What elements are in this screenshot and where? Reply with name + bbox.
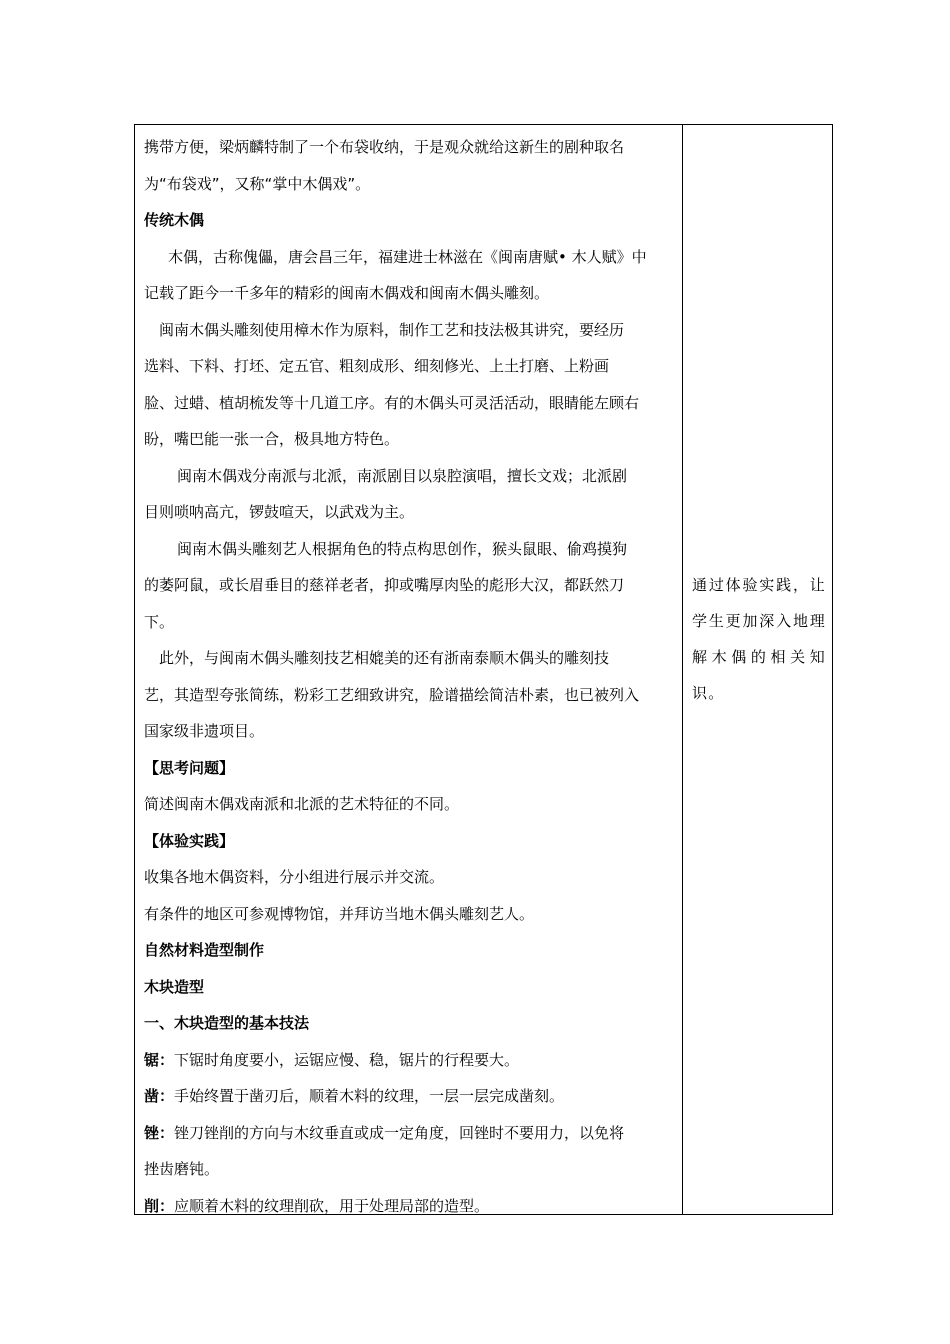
design-intent-column (683, 125, 832, 1214)
content-column (135, 125, 683, 1214)
text-line: 闽南木偶头雕刻艺人根据角色的特点构思创作，猴头鼠眼、偷鸡摸狗 (177, 539, 628, 558)
technique-text: 手始终置于凿刃后，顺着木料的纹理，一层一层完成凿刻。 (174, 1087, 565, 1105)
text-line: 木偶，古称傀儡，唐会昌三年，福建进士林滋在《闽南唐赋• 木人赋》中 (168, 247, 647, 266)
text-line: 选料、下料、打坯、定五官、粗刻成形、细刻修光、上土打磨、上粉画 (144, 357, 610, 375)
text-line: 简述闽南木偶戏南派和北派的艺术特征的不同。 (144, 795, 460, 813)
technique-text: 应顺着木料的纹理削砍，用于处理局部的造型。 (174, 1196, 490, 1215)
technique-chisel (144, 1078, 678, 1115)
term-chisel: 凿 (144, 1087, 160, 1105)
text-line: 为“布袋戏”，又称“掌中木偶戏”。 (144, 174, 371, 193)
text-line: 闽南木偶头雕刻使用樟木作为原料，制作工艺和技法极其讲究，要经历 (159, 320, 625, 339)
text-line: 挫齿磨钝。 (144, 1160, 220, 1178)
section-heading-natural-materials: 自然材料造型制作 (144, 941, 265, 959)
section-heading-basic-techniques: 一、木块造型的基本技法 (144, 1014, 310, 1032)
text-line: 盼，嘴巴能一张一合，极具地方特色。 (144, 430, 400, 448)
technique-saw (144, 1042, 678, 1079)
lesson-table (134, 124, 833, 1215)
design-intent-note: 通过体验实践，让学生更加深入地理解木偶的相关知识。 (692, 576, 826, 702)
section-heading-traditional-puppet: 传统木偶 (144, 211, 205, 229)
text-line: 收集各地木偶资料，分小组进行展示并交流。 (144, 868, 445, 886)
text-line: 有条件的地区可参观博物馆，并拜访当地木偶头雕刻艺人。 (144, 904, 535, 923)
term-file: 锉 (144, 1123, 160, 1142)
text-line: 的萎阿鼠，或长眉垂目的慈祥老者，抑或嘴厚肉坠的彪形大汉，都跃然刀 (144, 576, 625, 594)
term-separator: ： (159, 1050, 175, 1069)
technique-whittle (144, 1188, 678, 1225)
text-line: 艺，其造型夸张简练，粉彩工艺细致讲究，脸谱描绘简洁朴素，也已被列入 (144, 685, 640, 704)
term-whittle: 削 (144, 1196, 160, 1215)
term-saw: 锯 (144, 1050, 160, 1069)
section-heading-wood-block: 木块造型 (144, 977, 205, 996)
section-heading-practice: 【体验实践】 (144, 831, 235, 850)
term-separator: ： (159, 1196, 175, 1215)
term-separator: ： (159, 1087, 175, 1105)
text-line: 携带方便，梁炳麟特制了一个布袋收纳，于是观众就给这新生的剧种取名 (144, 138, 625, 156)
term-separator: ： (159, 1123, 175, 1142)
text-line: 国家级非遗项目。 (144, 722, 265, 740)
text-line: 此外，与闽南木偶头雕刻技艺相媲美的还有浙南泰顺木偶头的雕刻技 (159, 649, 610, 667)
text-line: 下。 (144, 612, 175, 631)
technique-text: 下锯时角度要小，运锯应慢、稳，锯片的行程要大。 (174, 1050, 520, 1069)
text-line: 脸、过蜡、植胡梳发等十几道工序。有的木偶头可灵活活动，眼睛能左顾右 (144, 393, 640, 412)
technique-file (144, 1115, 678, 1152)
section-heading-thinking-question: 【思考问题】 (144, 758, 235, 777)
text-line: 闽南木偶戏分南派与北派，南派剧目以泉腔演唱，擅长文戏；北派剧 (177, 466, 628, 485)
text-line: 目则唢呐高亢，锣鼓喧天，以武戏为主。 (144, 503, 415, 521)
text-line: 记载了距今一千多年的精彩的闽南木偶戏和闽南木偶头雕刻。 (144, 284, 550, 302)
technique-text: 锉刀锉削的方向与木纹垂直或成一定角度，回锉时不要用力，以免将 (174, 1123, 625, 1142)
